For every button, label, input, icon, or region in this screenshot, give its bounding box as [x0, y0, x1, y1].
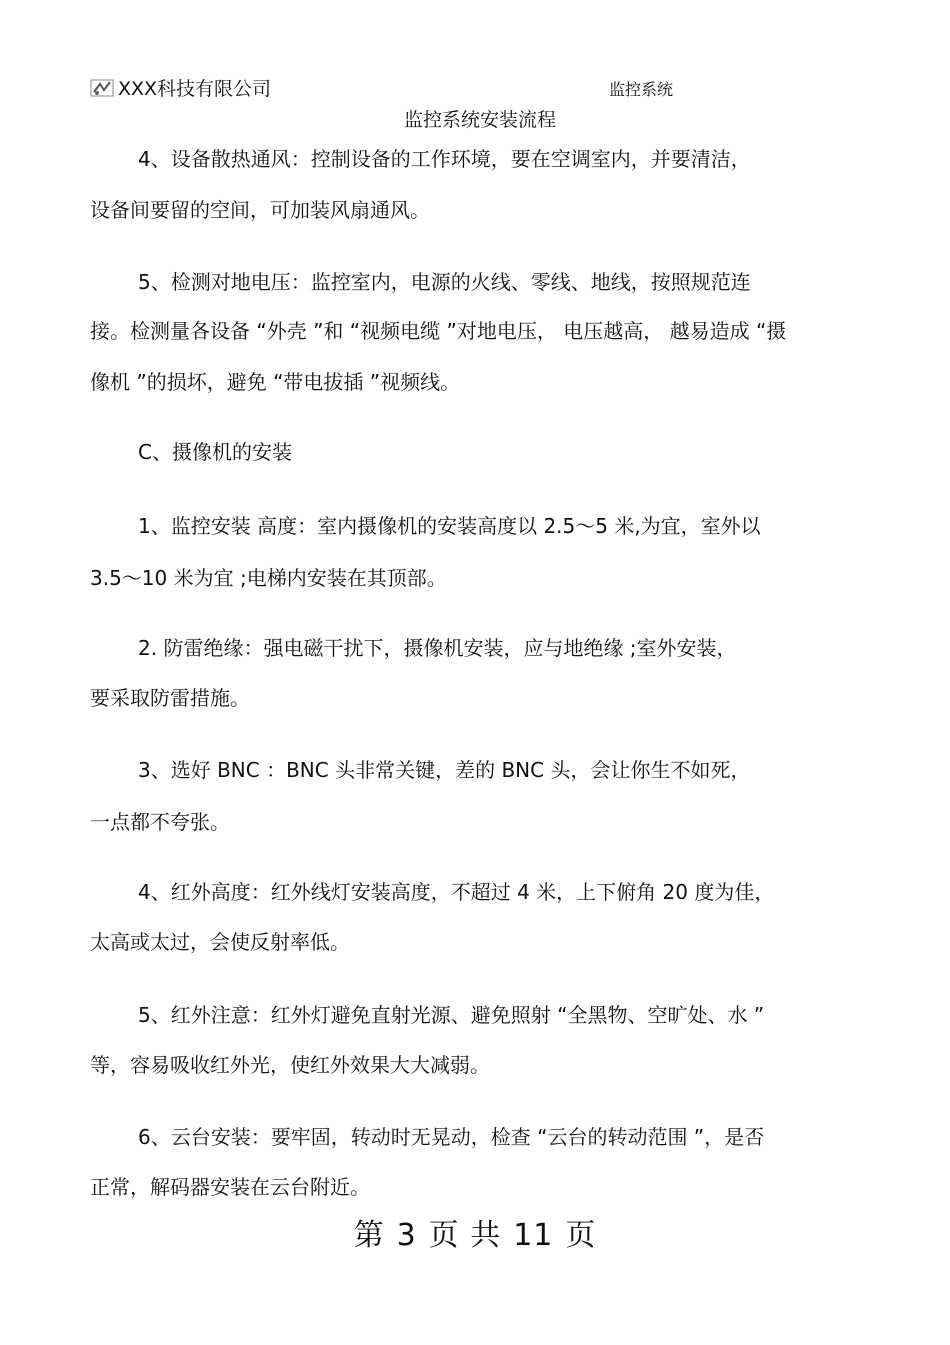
page-number-total: 11: [513, 1218, 554, 1253]
text-line: 3.5～10 米为宜 ;电梯内安装在其顶部。: [90, 566, 447, 590]
page-number-prefix: 第: [353, 1218, 385, 1253]
text-line: 4、设备散热通风：控制设备的工作环境，要在空调室内，并要清洁，: [138, 147, 751, 171]
text-line: 像机 ”的损坏，避免 “带电拔插 ”视频线。: [90, 370, 461, 394]
text-line: 一点都不夸张。: [90, 810, 230, 834]
text-line: 2. 防雷绝缘：强电磁干扰下，摄像机安装，应与地绝缘 ;室外安装，: [138, 636, 737, 660]
company-name: XXX科技有限公司: [118, 78, 272, 100]
page-header-section: 监控系统: [609, 80, 674, 99]
page-header-company: [90, 74, 271, 101]
text-line: 6、云台安装：要牢固，转动时无晃动，检查 “云台的转动范围 ”，是否: [138, 1125, 765, 1149]
text-line: 3、选好 BNC ：BNC 头非常关键，差的 BNC 头，会让你生不如死，: [138, 758, 751, 782]
text-line: 太高或太过，会使反射率低。: [90, 930, 350, 954]
text-line: 4、红外高度：红外线灯安装高度，不超过 4 米，上下俯角 20 度为佳，: [138, 880, 775, 904]
document-title: 监控系统安装流程: [403, 109, 556, 131]
text-line: 5、红外注意：红外灯避免直射光源、避免照射 “全黑物、空旷处、水 ”: [138, 1003, 765, 1027]
page-number-mid: 页 共: [428, 1218, 502, 1253]
text-line: 要采取防雷措施。: [90, 686, 250, 710]
logo-icon: [90, 78, 114, 98]
text-line: 正常，解码器安装在云台附近。: [90, 1175, 370, 1199]
text-line: 5、检测对地电压：监控室内，电源的火线、零线、地线，按照规范连: [138, 270, 751, 294]
page-number-suffix: 页: [565, 1218, 597, 1253]
section-heading: C、摄像机的安装: [138, 440, 292, 464]
text-line: 接。检测量各设备 “外壳 ”和 “视频电缆 ”对地电压， 电压越高， 越易造成 “摄: [90, 319, 787, 343]
text-line: 1、监控安装 高度：室内摄像机的安装高度以 2.5～5 米,为宜，室外以: [138, 514, 761, 538]
page-number: [0, 1210, 950, 1254]
page-number-current: 3: [396, 1218, 417, 1253]
text-line: 等，容易吸收红外光，使红外效果大大减弱。: [90, 1053, 490, 1077]
text-line: 设备间要留的空间，可加装风扇通风。: [90, 198, 430, 222]
